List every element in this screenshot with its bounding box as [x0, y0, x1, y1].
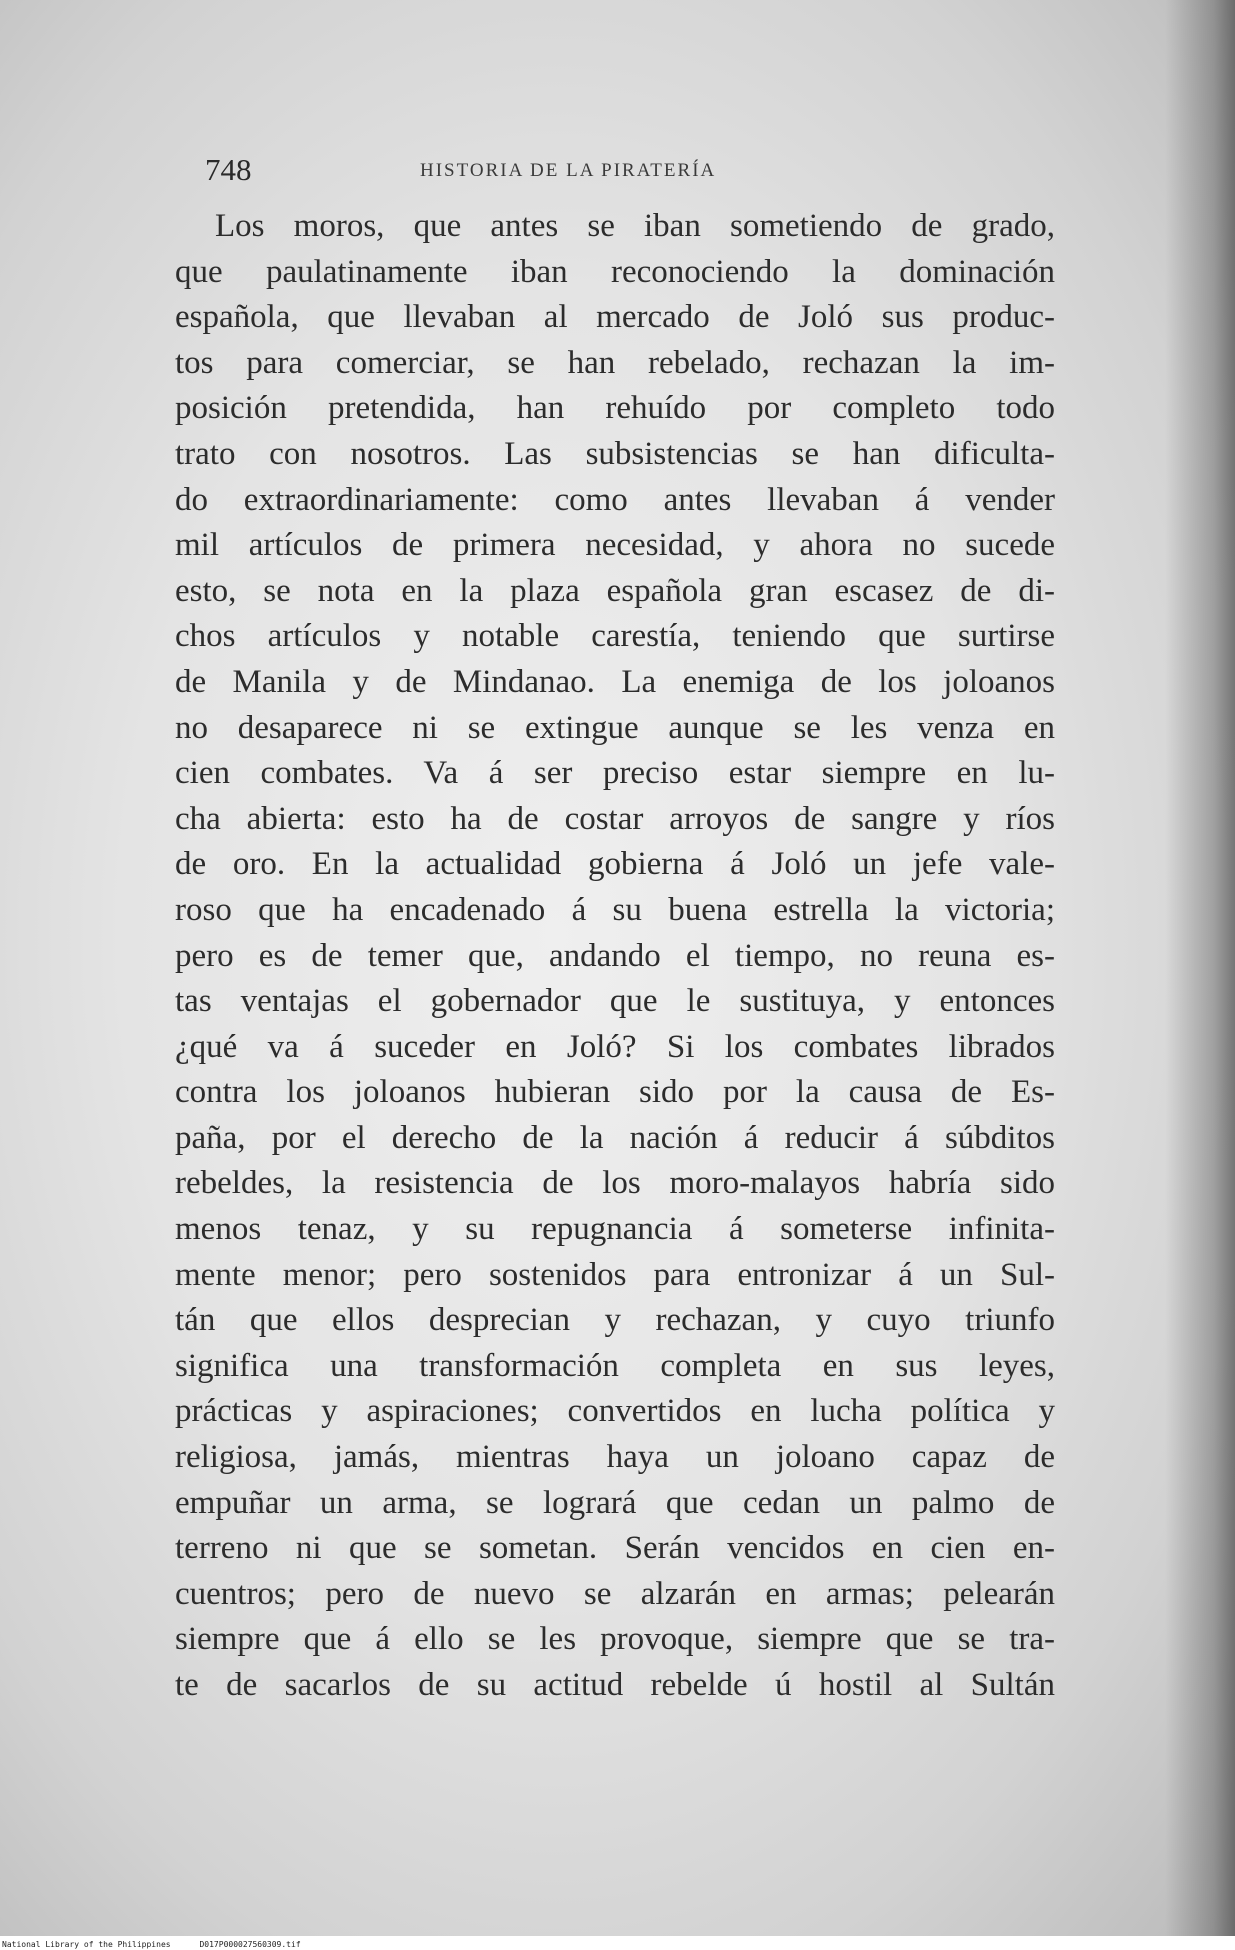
text-line: chos artículos y notable carestía, teniendo que surtirse: [175, 618, 1055, 655]
scan-footer-text: [2, 1940, 301, 1949]
text-line: mente menor; pero sostenidos para entronizar á un Sul-: [175, 1256, 1055, 1293]
text-line: terreno ni que se sometan. Serán vencidos en cien en-: [175, 1530, 1055, 1567]
text-line: significa una transformación completa en sus leyes,: [175, 1347, 1055, 1384]
text-line: pero es de temer que, andando el tiempo, no reuna es-: [175, 937, 1055, 974]
text-line: menos tenaz, y su repugnancia á someterse infinita-: [175, 1211, 1055, 1248]
text-line: esto, se nota en la plaza española gran escasez de di-: [175, 572, 1055, 609]
text-line: de oro. En la actualidad gobierna á Joló un jefe vale-: [175, 846, 1055, 883]
text-line: no desaparece ni se extingue aunque se les venza en: [175, 709, 1055, 746]
text-line: contra los joloanos hubieran sido por la causa de Es-: [175, 1074, 1055, 1111]
text-line: tán que ellos desprecian y rechazan, y cuyo triunfo: [175, 1302, 1055, 1339]
file-id: D017P000027560309.tif: [199, 1940, 301, 1949]
text-line: ¿qué va á suceder en Joló? Si los combates librados: [175, 1028, 1055, 1065]
text-line: posición pretendida, han rehuído por completo todo: [175, 390, 1055, 427]
spine-shadow: [1165, 0, 1235, 1950]
page-number: 748: [205, 152, 252, 187]
text-line: do extraordinariamente: como antes llevaban á vender: [175, 481, 1055, 518]
text-line: que paulatinamente iban reconociendo la dominación: [175, 253, 1055, 290]
text-line: de Manila y de Mindanao. La enemiga de los joloanos: [175, 663, 1055, 700]
text-line: Los moros, que antes se iban sometiendo de grado,: [215, 208, 1055, 244]
text-line: te de sacarlos de su actitud rebelde ú hostil al Sultán: [175, 1667, 1055, 1703]
scan-footer: [0, 1936, 1235, 1950]
text-line: paña, por el derecho de la nación á reducir á súbditos: [175, 1119, 1055, 1156]
text-line: tos para comerciar, se han rebelado, rechazan la im-: [175, 344, 1055, 381]
text-line: siempre que á ello se les provoque, siempre que se tra-: [175, 1621, 1055, 1658]
text-line: religiosa, jamás, mientras haya un joloano capaz de: [175, 1439, 1055, 1476]
text-line: roso que ha encadenado á su buena estrella la victoria;: [175, 891, 1055, 928]
body-text: [175, 204, 1055, 1709]
text-line: tas ventajas el gobernador que le sustituya, y entonces: [175, 983, 1055, 1020]
text-line: española, que llevaban al mercado de Joló sus produc-: [175, 299, 1055, 336]
running-title: HISTORIA DE LA PIRATERÍA: [420, 160, 717, 181]
text-line: cien combates. Va á ser preciso estar siempre en lu-: [175, 755, 1055, 792]
text-line: rebeldes, la resistencia de los moro-malayos habría sido: [175, 1165, 1055, 1202]
text-line: cha abierta: esto ha de costar arroyos de sangre y ríos: [175, 800, 1055, 837]
text-line: cuentros; pero de nuevo se alzarán en armas; pelearán: [175, 1575, 1055, 1612]
text-line: empuñar un arma, se logrará que cedan un palmo de: [175, 1484, 1055, 1521]
library-name: National Library of the Philippines: [2, 1940, 171, 1949]
text-line: trato con nosotros. Las subsistencias se han dificulta-: [175, 435, 1055, 472]
text-line: mil artículos de primera necesidad, y ahora no sucede: [175, 527, 1055, 564]
text-line: prácticas y aspiraciones; convertidos en lucha política y: [175, 1393, 1055, 1430]
page-header: [205, 152, 1065, 202]
